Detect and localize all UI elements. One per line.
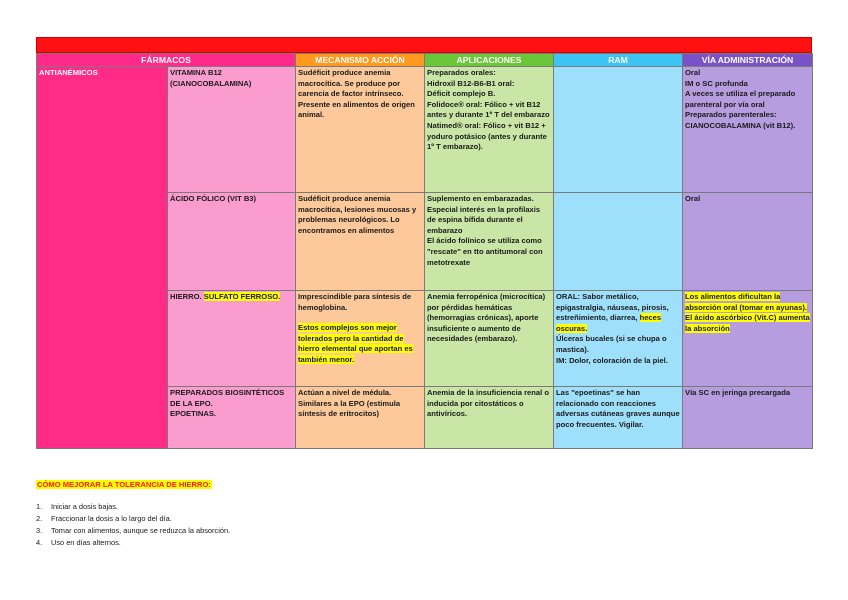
applications-cell: Anemia ferropénica (microcítica) por pérdidas hemáticas (hemorragias crónicas), aporte insuficiente o aumento de necesidades (embarazo). <box>425 291 554 387</box>
applications-cell: Suplemento en embarazadas. Especial interés en la profilaxis de espina bífida durante el embarazo El ácido folínico se utiliza como "rescate" en tto antitumoral con metotrexate <box>425 193 554 291</box>
via-cell: Oral IM o SC profunda A veces se utiliza el preparado parenteral por vía oral Preparados parenterales: CIANOCOBALAMINA (vit B12). <box>683 67 813 193</box>
via-cell <box>683 291 813 387</box>
mechanism-cell: Sudéficit produce anemia macrocítica. Se produce por carencia de factor intrínseco. Presente en alimentos de origen animal. <box>296 67 425 193</box>
drug-cell: ÁCIDO FÓLICO (VIT B3) <box>168 193 296 291</box>
mechanism-cell: Sudéficit produce anemia macrocítica, lesiones mucosas y problemas neurológicos. Lo encontramos en alimentos <box>296 193 425 291</box>
drug-cell: HIERRO. SULFATO FERROSO. <box>168 291 296 387</box>
ram-cell <box>554 193 683 291</box>
list-item: 3. Tomar con alimentos, aunque se reduzca la absorción. <box>36 526 231 535</box>
drug-cell: PREPARADOS BIOSINTÉTICOS DE LA EPO. EPOETINAS. <box>168 387 296 449</box>
ram-cell: Las "epoetinas" se han relacionado con reacciones adversas cutáneas graves aunque poco frecuentes. Vigilar. <box>554 387 683 449</box>
mechanism-cell: Imprescindible para síntesis de hemoglobina. Estos complejos son mejor tolerados pero la cantidad de hierro elemental que aportan es también menor. <box>296 291 425 387</box>
drug-table-sheet <box>36 37 812 449</box>
table-row <box>37 67 813 193</box>
drug-table <box>36 53 813 449</box>
notes-title: CÓMO MEJORAR LA TOLERANCIA DE HIERRO: <box>37 480 211 489</box>
header-ram: RAM <box>554 54 683 67</box>
via-cell: Oral <box>683 193 813 291</box>
highlight-text: Estos complejos son mejor tolerados pero la cantidad de hierro elemental que aportan es también menor. <box>298 323 413 364</box>
header-row <box>37 54 813 67</box>
highlight-text: El ácido ascórbico (Vit.C) aumenta la absorción <box>685 313 810 333</box>
top-red-bar <box>36 37 812 53</box>
mechanism-cell: Actúan a nivel de médula. Similares a la EPO (estimula síntesis de eritrocitos) <box>296 387 425 449</box>
ram-cell: ORAL: Sabor metálico, epigastralgia, náuseas, pirosis, estreñimiento, diarrea, heces oscuras. Úlceras bucales (si se chupa o mastica). IM: Dolor, coloración de la piel. <box>554 291 683 387</box>
list-item: 4. Uso en días alternos. <box>36 538 121 547</box>
header-farmacos: FÁRMACOS <box>37 54 296 67</box>
applications-cell: Preparados orales: Hidroxil B12-B6-B1 oral: Déficit complejo B. Folidoce® oral: Fólico + vit B12 antes y durante 1º T del embarazo Natimed® oral: Fólico + vit B12 + yoduro potásico (antes y durante 1º T embarazo). <box>425 67 554 193</box>
highlight-text: Los alimentos dificultan la absorción oral (tomar en ayunas). <box>685 292 807 312</box>
list-item: 1. Iniciar a dosis bajas. <box>36 502 118 511</box>
highlight-text: SULFATO FERROSO. <box>203 292 281 301</box>
drug-cell: VITAMINA B12 (CIANOCOBALAMINA) <box>168 67 296 193</box>
category-cell: ANTIANÉMICOS <box>37 67 168 449</box>
notes-list <box>36 501 230 549</box>
ram-cell <box>554 67 683 193</box>
header-via: VÍA ADMINISTRACIÓN <box>683 54 813 67</box>
via-cell: Vía SC en jeringa precargada <box>683 387 813 449</box>
iron-tolerance-notes <box>36 474 230 549</box>
header-aplicaciones: APLICACIONES <box>425 54 554 67</box>
highlight-text: heces oscuras. <box>556 313 662 333</box>
header-mecanismo: MECANISMO ACCIÓN <box>296 54 425 67</box>
applications-cell: Anemia de la insuficiencia renal o inducida por citostáticos o antivíricos. <box>425 387 554 449</box>
list-item: 2. Fraccionar la dosis a lo largo del día. <box>36 514 172 523</box>
